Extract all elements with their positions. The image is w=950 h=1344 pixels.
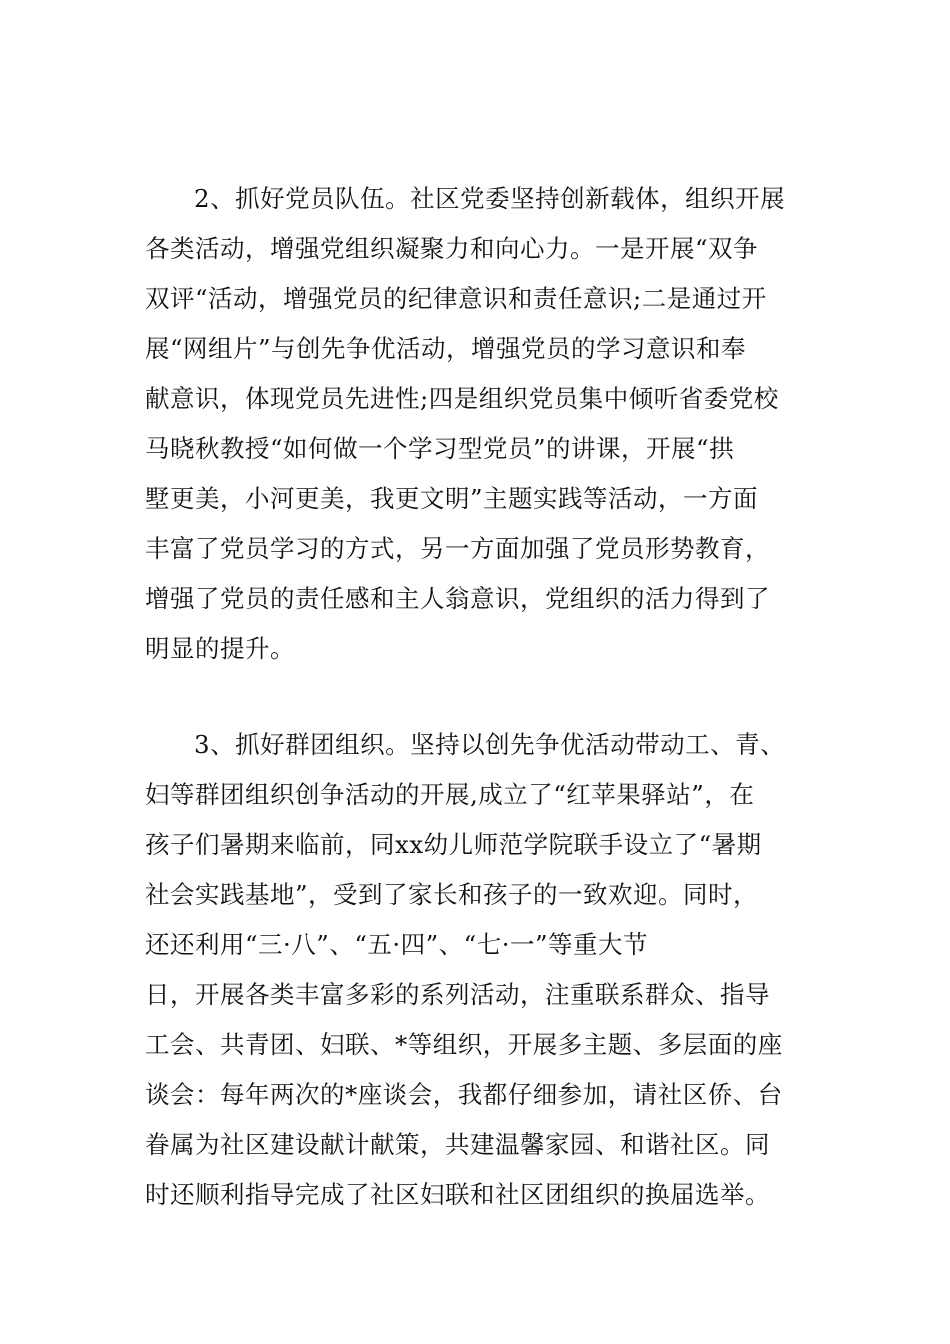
- paragraph-line: 还还利用“三·八”、“五·四”、“七·一”等重大节: [145, 930, 649, 959]
- paragraph-line: 时还顺利指导完成了社区妇联和社区团组织的换届选举。: [145, 1180, 770, 1209]
- paragraph-line: 孩子们暑期来临前，同xx幼儿师范学院联手设立了“暑期: [145, 830, 762, 859]
- paragraph-line: 工会、共青团、妇联、*等组织，开展多主题、多层面的座: [145, 1030, 783, 1059]
- paragraph-mass-organizations: [145, 720, 815, 1220]
- paragraph-line: 3、抓好群团组织。坚持以创先争优活动带动工、青、: [194, 730, 786, 759]
- paragraph-line: 谈会：每年两次的*座谈会，我都仔细参加，请社区侨、台: [145, 1080, 783, 1109]
- paragraph-line: 丰富了党员学习的方式，另一方面加强了党员形势教育，: [145, 534, 770, 563]
- paragraph-line: 社会实践基地”，受到了家长和孩子的一致欢迎。同时，: [145, 880, 759, 909]
- paragraph-line: 眷属为社区建设献计献策，共建温馨家园、和谐社区。同: [145, 1130, 770, 1159]
- paragraph-line: 增强了党员的责任感和主人翁意识，党组织的活力得到了: [145, 584, 770, 613]
- paragraph-line: 2、抓好党员队伍。社区党委坚持创新载体，组织开展: [194, 184, 786, 213]
- paragraph-line: 双评“活动，增强党员的纪律意识和责任意识;二是通过开: [145, 284, 767, 313]
- paragraph-line: 日，开展各类丰富多彩的系列活动，注重联系群众、指导: [145, 980, 770, 1009]
- paragraph-line: 墅更美，小河更美，我更文明”主题实践等活动，一方面: [145, 484, 759, 513]
- paragraph-line: 妇等群团组织创争活动的开展,成立了“红苹果驿站”，在: [145, 780, 755, 809]
- paragraph-party-members: [145, 174, 815, 674]
- paragraph-line: 各类活动，增强党组织凝聚力和向心力。一是开展“双争: [145, 234, 759, 263]
- paragraph-line: 展“网组片”与创先争优活动，增强党员的学习意识和奉: [145, 334, 747, 363]
- paragraph-line: 马晓秋教授“如何做一个学习型党员”的讲课，开展“拱: [145, 434, 735, 463]
- paragraph-line: 献意识，体现党员先进性;四是组织党员集中倾听省委党校: [145, 384, 779, 413]
- paragraph-line: 明显的提升。: [145, 634, 295, 663]
